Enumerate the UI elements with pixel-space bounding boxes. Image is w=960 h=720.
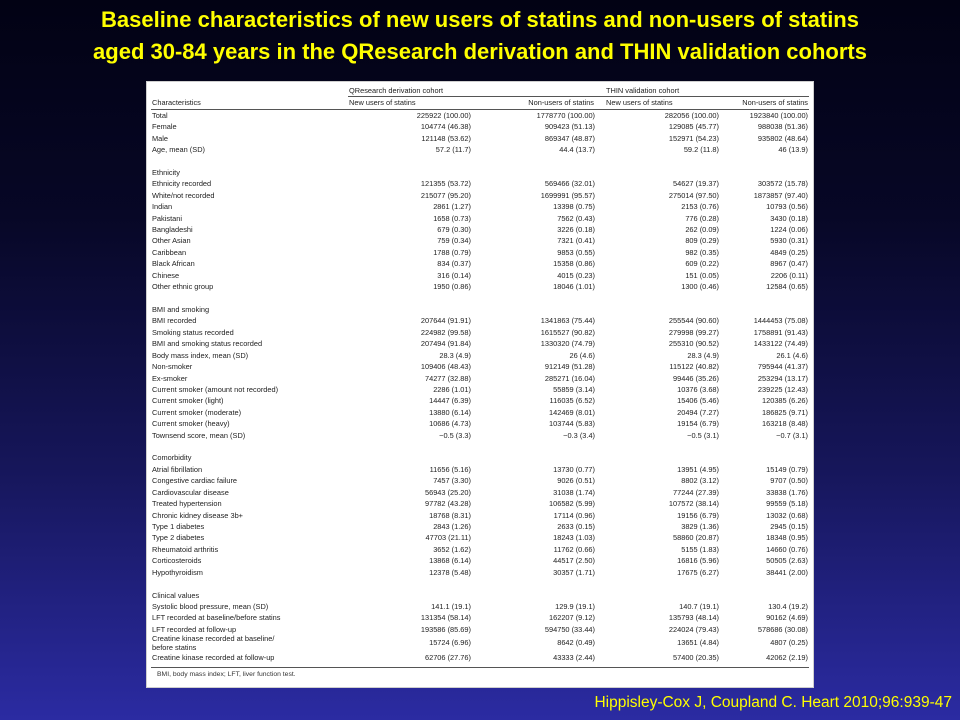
q-new-users-value: 131354 (58.14) xyxy=(420,613,471,623)
t-new-users-value: 115122 (40.82) xyxy=(669,362,720,372)
row-label: Age, mean (SD) xyxy=(152,145,205,155)
t-new-users-value: 609 (0.22) xyxy=(685,259,720,269)
table-section-row xyxy=(151,167,809,178)
q-non-users-value: 13730 (0.77) xyxy=(553,464,596,474)
q-new-users-value: 207644 (91.91) xyxy=(420,316,471,326)
t-non-users-value: 13032 (0.68) xyxy=(766,510,809,520)
table-row xyxy=(151,361,809,372)
q-new-users-value: 207494 (91.84) xyxy=(420,339,471,349)
t-new-users-value: 982 (0.35) xyxy=(685,247,720,257)
row-label: Ex-smoker xyxy=(152,373,188,383)
q-non-users-value: 285271 (16.04) xyxy=(544,373,596,383)
t-non-users-value: 14660 (0.76) xyxy=(766,544,809,554)
t-new-users-value: 28.3 (4.9) xyxy=(687,350,720,360)
table-section-row xyxy=(151,304,809,315)
t-non-users-value: 50505 (2.63) xyxy=(766,556,809,566)
q-new-users-value: 1950 (0.86) xyxy=(433,282,471,292)
col-header-characteristics: Characteristics xyxy=(151,97,348,109)
t-non-users-value: 46 (13.9) xyxy=(778,145,809,155)
t-new-users-value: 19154 (6.79) xyxy=(677,419,720,429)
t-non-users-value: 163218 (8.48) xyxy=(761,419,809,429)
table-spacer-row xyxy=(151,441,809,452)
baseline-characteristics-table xyxy=(151,85,809,664)
row-label: Current smoker (amount not recorded) xyxy=(152,384,279,394)
t-new-users-value: 255544 (90.60) xyxy=(668,316,720,326)
q-new-users-value: −0.5 (3.3) xyxy=(439,430,471,440)
q-new-users-value: 2286 (1.01) xyxy=(433,384,471,394)
table-row xyxy=(151,498,809,509)
q-new-users-value: 224982 (99.58) xyxy=(420,327,471,337)
t-non-users-value: 1758891 (91.43) xyxy=(753,327,809,337)
t-new-users-value: 54627 (19.37) xyxy=(672,179,720,189)
q-new-users-value: 679 (0.30) xyxy=(437,225,471,235)
q-new-users-value: 18768 (8.31) xyxy=(429,510,471,520)
t-non-users-value: 186825 (9.71) xyxy=(761,407,809,417)
t-new-users-value: 151 (0.05) xyxy=(685,270,720,280)
q-non-users-value: 30357 (1.71) xyxy=(553,567,596,577)
q-non-users-value: 15358 (0.86) xyxy=(553,259,596,269)
table-column-header-row xyxy=(151,97,809,109)
q-new-users-value: 56943 (25.20) xyxy=(424,487,471,497)
q-new-users-value: 14447 (6.39) xyxy=(429,396,471,406)
q-non-users-value: 13398 (0.75) xyxy=(553,202,596,212)
t-new-users-value: 135793 (48.14) xyxy=(668,613,720,623)
table-row xyxy=(151,418,809,429)
q-new-users-value: 11656 (5.16) xyxy=(429,464,471,474)
q-non-users-value: 18243 (1.03) xyxy=(553,533,596,543)
t-non-users-value: 15149 (0.79) xyxy=(766,464,809,474)
table-row xyxy=(151,464,809,475)
t-new-users-value: 17675 (6.27) xyxy=(677,567,720,577)
q-non-users-value: 103744 (5.83) xyxy=(548,419,596,429)
row-label: Ethnicity recorded xyxy=(152,179,212,189)
t-non-users-value: 1923840 (100.00) xyxy=(749,110,809,120)
t-new-users-value: 77244 (27.39) xyxy=(672,487,720,497)
q-new-users-value: 13880 (6.14) xyxy=(429,407,471,417)
q-non-users-value: 3226 (0.18) xyxy=(557,225,596,235)
q-non-users-value: 1699991 (95.57) xyxy=(540,190,596,200)
row-label: Corticosteroids xyxy=(152,556,202,566)
t-new-users-value: 255310 (90.52) xyxy=(668,339,720,349)
q-non-users-value: 44.4 (13.7) xyxy=(559,145,596,155)
t-new-users-value: 129085 (45.77) xyxy=(668,122,720,132)
t-new-users-value: 2153 (0.76) xyxy=(681,202,720,212)
row-label: Current smoker (moderate) xyxy=(152,407,242,417)
t-new-users-value: −0.5 (3.1) xyxy=(687,430,720,440)
table-row xyxy=(151,270,809,281)
t-non-users-value: 33838 (1.76) xyxy=(766,487,809,497)
t-new-users-value: 59.2 (11.8) xyxy=(683,145,720,155)
q-non-users-value: 129.9 (19.1) xyxy=(555,601,596,611)
section-heading: Ethnicity xyxy=(152,167,180,177)
t-new-users-value: 16816 (5.96) xyxy=(677,556,720,566)
t-new-users-value: 99446 (35.26) xyxy=(672,373,720,383)
t-non-users-value: 1224 (0.06) xyxy=(770,225,809,235)
q-non-users-value: 44517 (2.50) xyxy=(553,556,596,566)
q-new-users-value: 62706 (27.76) xyxy=(424,653,471,663)
t-new-users-value: 224024 (79.43) xyxy=(668,624,720,634)
t-new-users-value: 15406 (5.46) xyxy=(677,396,720,406)
row-label: BMI and smoking status recorded xyxy=(152,339,263,349)
t-non-users-value: 10793 (0.56) xyxy=(766,202,809,212)
q-non-users-value: 909423 (51.13) xyxy=(544,122,596,132)
q-non-users-value: 2633 (0.15) xyxy=(557,521,596,531)
q-new-users-value: 193586 (85.69) xyxy=(420,624,471,634)
row-label: BMI recorded xyxy=(152,316,197,326)
section-heading: Clinical values xyxy=(152,590,200,600)
row-label: Caribbean xyxy=(152,247,187,257)
t-new-users-value: 13651 (4.84) xyxy=(677,638,720,648)
table-row xyxy=(151,315,809,326)
q-new-users-value: 3652 (1.62) xyxy=(433,544,471,554)
table-row xyxy=(151,350,809,361)
t-non-users-value: −0.7 (3.1) xyxy=(776,430,809,440)
table-row xyxy=(151,338,809,349)
col-header-q-non-users: Non-users of statins xyxy=(472,97,596,109)
row-label: Non-smoker xyxy=(152,362,193,372)
t-non-users-value: 120385 (6.26) xyxy=(761,396,809,406)
row-label: Indian xyxy=(152,202,173,212)
table-row xyxy=(151,224,809,235)
thin-group-header: THIN validation cohort xyxy=(596,85,809,97)
t-non-users-value: 2206 (0.11) xyxy=(770,270,809,280)
q-non-users-value: 116035 (6.52) xyxy=(549,396,596,406)
table-row xyxy=(151,190,809,201)
table-row xyxy=(151,544,809,555)
table-section-row xyxy=(151,452,809,463)
t-new-users-value: 57400 (20.35) xyxy=(672,653,720,663)
table-row xyxy=(151,121,809,132)
t-non-users-value: 90162 (4.69) xyxy=(766,613,809,623)
q-new-users-value: 121148 (53.62) xyxy=(421,133,471,143)
slide-title-line-2: aged 30-84 years in the QResearch derivation and THIN validation cohorts xyxy=(93,39,867,64)
table-row xyxy=(151,327,809,338)
row-label: Creatine kinase recorded at follow-up xyxy=(152,653,275,663)
row-label-line-2: before statins xyxy=(152,642,197,652)
table-row xyxy=(151,281,809,292)
t-non-users-value: 5930 (0.31) xyxy=(770,236,809,246)
q-non-users-value: 31038 (1.74) xyxy=(553,487,596,497)
table-row xyxy=(151,109,809,121)
q-non-users-value: 106582 (5.99) xyxy=(548,499,596,509)
t-non-users-value: 935802 (48.64) xyxy=(757,133,809,143)
table-row xyxy=(151,567,809,578)
col-header-q-new-users: New users of statins xyxy=(348,97,472,109)
t-new-users-value: 275014 (97.50) xyxy=(668,190,720,200)
q-new-users-value: 104774 (46.38) xyxy=(420,122,471,132)
q-non-users-value: 18046 (1.01) xyxy=(553,282,596,292)
row-label: Rheumatoid arthritis xyxy=(152,544,219,554)
q-new-users-value: 97782 (43.28) xyxy=(424,499,471,509)
row-label: Female xyxy=(152,122,177,132)
table-spacer-row xyxy=(151,293,809,304)
baseline-characteristics-table-card xyxy=(146,81,814,688)
t-new-users-value: 140.7 (19.1) xyxy=(679,601,720,611)
q-non-users-value: 17114 (0.96) xyxy=(553,510,596,520)
q-non-users-value: 11762 (0.66) xyxy=(553,544,596,554)
q-non-users-value: 1778770 (100.00) xyxy=(536,110,596,120)
t-non-users-value: 1433122 (74.49) xyxy=(753,339,809,349)
q-non-users-value: 8642 (0.49) xyxy=(557,638,596,648)
row-label: Total xyxy=(152,110,168,120)
slide-title-line-1: Baseline characteristics of new users of statins and non-users of statins xyxy=(100,7,859,32)
t-new-users-value: 107572 (38.14) xyxy=(668,499,720,509)
t-new-users-value: 152971 (54.23) xyxy=(668,133,720,143)
t-new-users-value: 8802 (3.12) xyxy=(681,476,720,486)
table-row xyxy=(151,475,809,486)
section-heading: Comorbidity xyxy=(152,453,192,463)
table-row xyxy=(151,213,809,224)
q-non-users-value: 26 (4.6) xyxy=(569,350,596,360)
q-new-users-value: 15724 (6.96) xyxy=(429,638,471,648)
slide-title xyxy=(0,4,960,68)
q-new-users-value: 2861 (1.27) xyxy=(433,202,471,212)
row-label: Other Asian xyxy=(152,236,191,246)
table-row xyxy=(151,532,809,543)
table-body xyxy=(151,109,809,663)
row-label: Hypothyroidism xyxy=(152,567,203,577)
q-non-users-value: 55859 (3.14) xyxy=(553,384,596,394)
row-label: Townsend score, mean (SD) xyxy=(152,430,246,440)
qresearch-group-header: QResearch derivation cohort xyxy=(348,85,596,97)
q-new-users-value: 12378 (5.48) xyxy=(429,567,471,577)
t-new-users-value: 10376 (3.68) xyxy=(677,384,720,394)
row-label: Treated hypertension xyxy=(152,499,222,509)
t-non-users-value: 26.1 (4.6) xyxy=(776,350,809,360)
q-new-users-value: 215077 (95.20) xyxy=(420,190,471,200)
row-label: Type 2 diabetes xyxy=(152,533,205,543)
table-spacer-row xyxy=(151,578,809,589)
q-non-users-value: 869347 (48.87) xyxy=(544,133,596,143)
q-new-users-value: 47703 (21.11) xyxy=(425,533,471,543)
q-new-users-value: 28.3 (4.9) xyxy=(439,350,471,360)
row-label: Atrial fibrillation xyxy=(152,464,203,474)
table-row xyxy=(151,178,809,189)
t-new-users-value: 282056 (100.00) xyxy=(664,110,720,120)
table-row xyxy=(151,407,809,418)
q-non-users-value: 7562 (0.43) xyxy=(557,213,596,223)
q-new-users-value: 1788 (0.79) xyxy=(433,247,471,257)
t-non-users-value: 8967 (0.47) xyxy=(770,259,809,269)
table-section-row xyxy=(151,590,809,601)
t-non-users-value: 12584 (0.65) xyxy=(766,282,809,292)
q-new-users-value: 1658 (0.73) xyxy=(433,213,471,223)
t-non-users-value: 4849 (0.25) xyxy=(770,247,809,257)
section-heading: BMI and smoking xyxy=(152,304,210,314)
t-non-users-value: 9707 (0.50) xyxy=(770,476,809,486)
q-new-users-value: 225922 (100.00) xyxy=(416,110,471,120)
q-non-users-value: 1615527 (90.82) xyxy=(540,327,596,337)
q-non-users-value: 1341863 (75.44) xyxy=(540,316,596,326)
t-non-users-value: 578686 (30.08) xyxy=(757,624,809,634)
table-group-header-row xyxy=(151,85,809,97)
q-non-users-value: 9853 (0.55) xyxy=(557,247,596,257)
t-non-users-value: 795944 (41.37) xyxy=(757,362,809,372)
table-row xyxy=(151,373,809,384)
t-new-users-value: 1300 (0.46) xyxy=(681,282,720,292)
row-label: Male xyxy=(152,133,169,143)
q-new-users-value: 10686 (4.73) xyxy=(429,419,471,429)
row-label: Pakistani xyxy=(152,213,182,223)
t-new-users-value: 262 (0.09) xyxy=(685,225,720,235)
t-new-users-value: 809 (0.29) xyxy=(685,236,720,246)
citation: Hippisley-Cox J, Coupland C. Heart 2010;96:939-47 xyxy=(594,694,952,711)
row-label: Current smoker (light) xyxy=(152,396,224,406)
row-label-line-1: Creatine kinase recorded at baseline/ xyxy=(152,635,275,644)
q-non-users-value: 7321 (0.41) xyxy=(557,236,596,246)
q-new-users-value: 7457 (3.30) xyxy=(433,476,471,486)
table-row xyxy=(151,612,809,623)
q-new-users-value: 121355 (53.72) xyxy=(420,179,471,189)
q-non-users-value: 162207 (9.12) xyxy=(548,613,596,623)
q-non-users-value: 142469 (8.01) xyxy=(548,407,596,417)
q-non-users-value: 594750 (33.44) xyxy=(544,624,596,634)
table-row xyxy=(151,247,809,258)
q-new-users-value: 13868 (6.14) xyxy=(429,556,471,566)
row-label: Body mass index, mean (SD) xyxy=(152,350,249,360)
q-new-users-value: 834 (0.37) xyxy=(437,259,471,269)
row-label: Bangladeshi xyxy=(152,225,193,235)
t-non-users-value: 130.4 (19.2) xyxy=(768,601,809,611)
table-row xyxy=(151,635,809,652)
row-label: White/not recorded xyxy=(152,190,215,200)
table-row xyxy=(151,133,809,144)
t-non-users-value: 18348 (0.95) xyxy=(766,533,809,543)
t-new-users-value: 58860 (20.87) xyxy=(672,533,720,543)
q-new-users-value: 74277 (32.88) xyxy=(424,373,471,383)
table-row xyxy=(151,395,809,406)
t-non-users-value: 1444453 (75.08) xyxy=(753,316,809,326)
table-spacer-row xyxy=(151,156,809,167)
q-non-users-value: 912149 (51.28) xyxy=(544,362,596,372)
table-row xyxy=(151,510,809,521)
t-non-users-value: 988038 (51.36) xyxy=(757,122,809,132)
t-non-users-value: 4807 (0.25) xyxy=(770,638,809,648)
table-row xyxy=(151,624,809,635)
table-row xyxy=(151,652,809,663)
t-non-users-value: 3430 (0.18) xyxy=(770,213,809,223)
row-label: Smoking status recorded xyxy=(152,327,234,337)
t-new-users-value: 5155 (1.83) xyxy=(681,544,720,554)
t-non-users-value: 38441 (2.00) xyxy=(766,567,809,577)
q-non-users-value: 4015 (0.23) xyxy=(557,270,596,280)
q-new-users-value: 316 (0.14) xyxy=(437,270,471,280)
t-new-users-value: 20494 (7.27) xyxy=(677,407,720,417)
table-row xyxy=(151,487,809,498)
row-label: Chronic kidney disease 3b+ xyxy=(152,510,244,520)
t-non-users-value: 99559 (5.18) xyxy=(766,499,809,509)
t-new-users-value: 3829 (1.36) xyxy=(681,521,720,531)
table-row xyxy=(151,601,809,612)
q-new-users-value: 57.2 (11.7) xyxy=(435,145,471,155)
q-new-users-value: 759 (0.34) xyxy=(437,236,471,246)
t-non-users-value: 239225 (12.43) xyxy=(757,384,809,394)
q-new-users-value: 2843 (1.26) xyxy=(433,521,471,531)
table-row xyxy=(151,235,809,246)
t-new-users-value: 279998 (99.27) xyxy=(668,327,720,337)
table-row xyxy=(151,201,809,212)
row-label: Black African xyxy=(152,259,195,269)
q-non-users-value: 569466 (32.01) xyxy=(544,179,596,189)
table-row xyxy=(151,521,809,532)
t-new-users-value: 776 (0.28) xyxy=(685,213,720,223)
row-label: Congestive cardiac failure xyxy=(152,476,238,486)
row-label: Current smoker (heavy) xyxy=(152,419,230,429)
table-row xyxy=(151,384,809,395)
row-label: Type 1 diabetes xyxy=(152,521,205,531)
q-non-users-value: 1330320 (74.79) xyxy=(540,339,596,349)
t-non-users-value: 253294 (13.17) xyxy=(757,373,809,383)
row-label xyxy=(151,635,348,652)
row-label: LFT recorded at baseline/before statins xyxy=(152,613,281,623)
row-label: Cardiovascular disease xyxy=(152,487,229,497)
t-non-users-value: 42062 (2.19) xyxy=(766,653,809,663)
t-new-users-value: 13951 (4.95) xyxy=(677,464,720,474)
row-label: Chinese xyxy=(152,270,180,280)
q-non-users-value: −0.3 (3.4) xyxy=(563,430,596,440)
t-non-users-value: 2945 (0.15) xyxy=(770,521,809,531)
q-new-users-value: 109406 (48.43) xyxy=(420,362,471,372)
table-footnote: BMI, body mass index; LFT, liver function test. xyxy=(151,667,809,678)
q-new-users-value: 141.1 (19.1) xyxy=(431,601,471,611)
t-non-users-value: 303572 (15.78) xyxy=(757,179,809,189)
q-non-users-value: 43333 (2.44) xyxy=(553,653,596,663)
table-row xyxy=(151,144,809,155)
row-label: LFT recorded at follow-up xyxy=(152,624,237,634)
t-new-users-value: 19156 (6.79) xyxy=(677,510,720,520)
row-label: Other ethnic group xyxy=(152,282,214,292)
t-non-users-value: 1873857 (97.40) xyxy=(753,190,809,200)
row-label: Systolic blood pressure, mean (SD) xyxy=(152,601,269,611)
col-header-t-new-users: New users of statins xyxy=(596,97,720,109)
table-row xyxy=(151,430,809,441)
col-header-t-non-users: Non-users of statins xyxy=(720,97,809,109)
table-row xyxy=(151,258,809,269)
q-non-users-value: 9026 (0.51) xyxy=(557,476,596,486)
table-row xyxy=(151,555,809,566)
